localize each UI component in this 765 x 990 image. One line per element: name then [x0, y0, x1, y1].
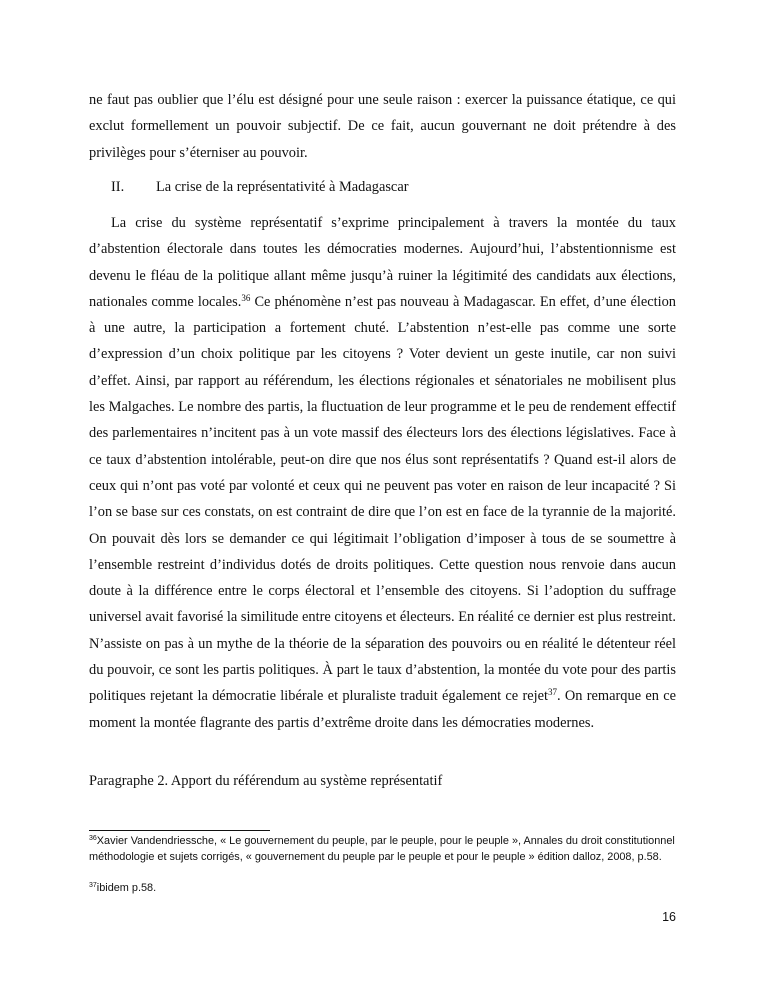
footnote-36: [89, 834, 676, 865]
body-paragraph-continuation: ne faut pas oublier que l’élu est désigné pour une seule raison : exercer la puissance étatique, ce qui exclut formellement un pouvoir subjectif. De ce fait, aucun gouvernant ne doit prétendre à des privilèges pour s’éterniser au pouvoir.: [89, 92, 676, 161]
page-number: 16: [662, 910, 676, 924]
paragraph-text-part-1: La crise du système représentatif s’exprime principalement à travers la montée du taux d’abstention électorale dans toutes les démocraties modernes. Aujourd’hui, l’abstentionnisme est devenu le fléau de la politique allant même jusqu’à ruiner la légitimité des candidats aux élections, nationales comme locales.: [89, 215, 676, 310]
footnote-separator: [89, 830, 270, 831]
footnote-marker: 36: [89, 835, 97, 842]
section-heading: [89, 174, 676, 200]
paragraph-text-part-2: Ce phénomène n’est pas nouveau à Madagascar. En effet, d’une élection à une autre, la participation a fortement chuté. L’abstention n’est-elle pas comme une sorte d’expression d’un choix politique par les citoyens ? Voter devient un geste inutile, car non suivi d’effet. Ainsi, par rapport au référendum, les élections régionales et sénatoriales ne mobilisent plus les Malgaches. Le nombre des partis, la fluctuation de leur programme et le peu de rendement effectif des parlementaires n’incitent pas à un vote massif des électeurs lors des élections législatives. Face à ce taux d’abstention intolérable, peut-on dire que nos élus sont représentatifs ? Quand est-il alors de ceux qui n’ont pas voté par volonté et ceux qui ne peuvent pas voter en raison de leur incapacité ? Si l’on se base sur ces constats, on est contraint de dire que l’on est en face de la tyrannie de la majorité. On pouvait dès lors se demander ce qui légitimait l’obligation d’imposer à tous de se soumettre à l’ensemble restreint d’individus dotés de droits politiques. Cette question nous renvoie dans aucun doute à la différence entre le corps électoral et l’ensemble des citoyens. Si l’adoption du suffrage universel avait favorisé la similitude entre citoyens et électeurs. En réalité ce dernier est plus restreint. N’assiste on pas à un mythe de la théorie de la séparation des pouvoirs ou en réalité le détenteur réel du pouvoir, ce sont les partis politiques. À part le taux d’abstention, la montée du vote pour des partis politiques rejetant la démocratie libérale et pluraliste traduit également ce rejet: [89, 293, 677, 705]
section-heading-number: II.: [111, 179, 125, 195]
footnote-text: Xavier Vandendriessche, « Le gouvernement du peuple, par le peuple, pour le peuple », Annales du droit constitutionnel méthodologie et sujets corrigés, « gouvernement du peuple par le peuple et pour le peuple » édition dalloz, 2008, p.58.: [89, 835, 675, 863]
footnote-text: ibidem p.58.: [96, 882, 157, 894]
footnote-reference-36[interactable]: 36: [241, 292, 251, 303]
section-heading-title: La crise de la représentativité à Madagascar: [156, 179, 409, 195]
footnote-reference-37[interactable]: 37: [548, 687, 558, 698]
footnote-37: [89, 881, 676, 897]
body-paragraph-main: [89, 210, 676, 736]
subsection-heading: Paragraphe 2. Apport du référendum au système représentatif: [89, 773, 443, 789]
footnote-marker: 37: [89, 882, 97, 889]
paragraph-text-part-3: . On remarque en ce moment la montée flagrante des partis d’extrême droite dans les démocraties modernes.: [89, 688, 676, 731]
